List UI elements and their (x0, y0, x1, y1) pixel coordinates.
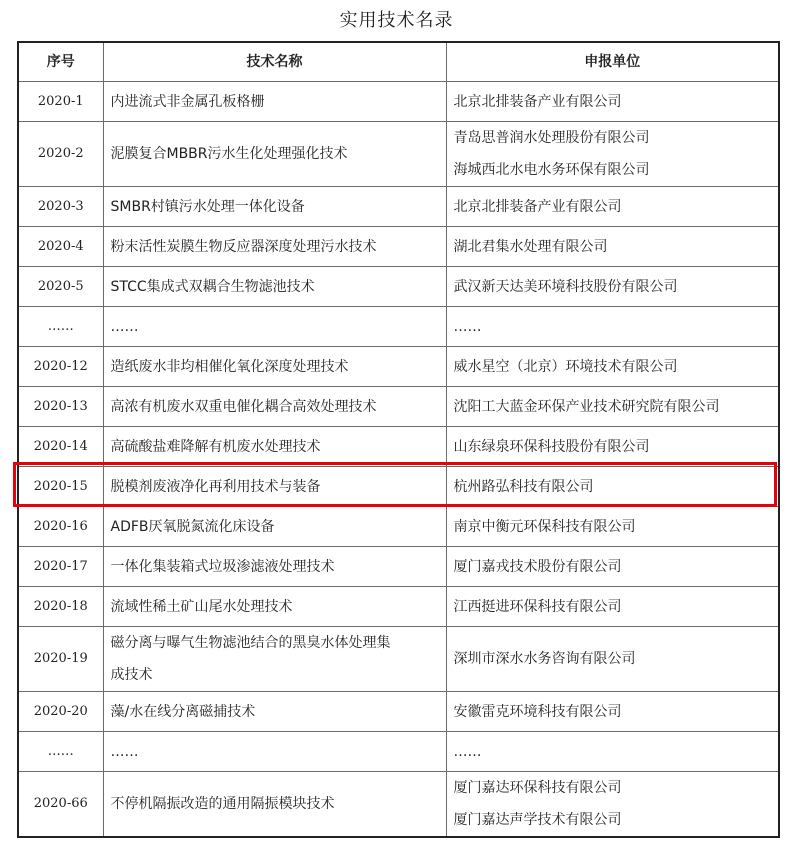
table-row (18, 587, 779, 627)
document-title: 实用技术名录 (339, 10, 454, 31)
cell-number: 2020-13 (18, 387, 103, 427)
cell-applicant (446, 587, 779, 627)
header-applicant: 申报单位 (446, 42, 779, 82)
cell-number: …… (18, 732, 103, 772)
table-row (18, 427, 779, 467)
cell-number: 2020-2 (18, 122, 103, 187)
cell-number: 2020-19 (18, 627, 103, 692)
cell-applicant-line: 武汉新天达美环境科技股份有限公司 (453, 278, 678, 295)
cell-applicant-line: 北京北排装备产业有限公司 (453, 198, 622, 215)
cell-applicant (446, 307, 779, 347)
table-row (18, 732, 779, 772)
cell-technology-name (103, 187, 446, 227)
cell-applicant-line: 北京北排装备产业有限公司 (453, 93, 622, 110)
cell-technology-name (103, 82, 446, 122)
cell-technology-name (103, 467, 446, 507)
cell-applicant (446, 227, 779, 267)
table-row (18, 122, 779, 187)
cell-technology-name (103, 587, 446, 627)
cell-applicant-line: 深圳市深水水务咨询有限公司 (453, 651, 636, 667)
table-row (18, 187, 779, 227)
table-row (18, 547, 779, 587)
cell-applicant-line: 湖北君集水处理有限公司 (453, 238, 608, 255)
cell-number: 2020-3 (18, 187, 103, 227)
cell-technology-name (103, 227, 446, 267)
cell-number: 2020-20 (18, 692, 103, 732)
cell-applicant-line: 江西挺进环保科技有限公司 (453, 598, 622, 615)
cell-applicant (446, 267, 779, 307)
cell-technology-name-line: 脱模剂废液净化再利用技术与装备 (110, 478, 321, 495)
cell-technology-name (103, 347, 446, 387)
cell-technology-name (103, 507, 446, 547)
cell-technology-name (103, 307, 446, 347)
cell-number: 2020-4 (18, 227, 103, 267)
cell-technology-name-line: 藻/水在线分离磁捕技术 (110, 703, 256, 720)
cell-applicant (446, 772, 779, 838)
cell-technology-name (103, 427, 446, 467)
cell-technology-name-line: 高硫酸盐难降解有机废水处理技术 (110, 438, 321, 455)
cell-applicant-line: 威水星空（北京）环境技术有限公司 (453, 358, 678, 375)
cell-number: 2020-18 (18, 587, 103, 627)
cell-applicant (446, 507, 779, 547)
cell-applicant (446, 82, 779, 122)
cell-applicant-line: 南京中衡元环保科技有限公司 (453, 518, 636, 535)
cell-technology-name (103, 772, 446, 838)
cell-applicant (446, 347, 779, 387)
cell-applicant (446, 547, 779, 587)
cell-technology-name-line: 流域性稀土矿山尾水处理技术 (110, 598, 293, 615)
cell-technology-name-line: SMBR村镇污水处理一体化设备 (110, 198, 305, 215)
cell-applicant (446, 387, 779, 427)
cell-number: 2020-17 (18, 547, 103, 587)
cell-technology-name-line: 不停机隔振改造的通用隔振模块技术 (110, 796, 335, 812)
cell-technology-name-line: 泥膜复合MBBR污水生化处理强化技术 (110, 146, 348, 162)
cell-applicant (446, 187, 779, 227)
cell-applicant (446, 467, 779, 507)
table-header-row (18, 42, 779, 82)
table-row (18, 227, 779, 267)
cell-applicant-line: 海城西北水电水务环保有限公司 (453, 162, 650, 178)
cell-number: 2020-16 (18, 507, 103, 547)
cell-technology-name (103, 732, 446, 772)
cell-technology-name (103, 627, 446, 692)
cell-technology-name-line: 成技术 (110, 667, 153, 683)
cell-technology-name-line: 高浓有机废水双重电催化耦合高效处理技术 (110, 398, 377, 415)
table-row (18, 467, 779, 507)
cell-technology-name-line: …… (110, 318, 139, 335)
cell-applicant-line: 杭州路弘科技有限公司 (453, 478, 594, 495)
table-row (18, 267, 779, 307)
cell-technology-name-line: 造纸废水非均相催化氧化深度处理技术 (110, 358, 349, 375)
cell-technology-name-line: 粉末活性炭膜生物反应器深度处理污水技术 (110, 238, 377, 255)
cell-technology-name-line: STCC集成式双耦合生物滤池技术 (110, 278, 315, 295)
table-row (18, 627, 779, 692)
cell-number: 2020-1 (18, 82, 103, 122)
cell-applicant (446, 627, 779, 692)
cell-technology-name (103, 267, 446, 307)
cell-technology-name (103, 692, 446, 732)
cell-applicant-line: 厦门嘉达环保科技有限公司 (453, 780, 622, 796)
cell-applicant-line: 安徽雷克环境科技有限公司 (453, 703, 622, 720)
cell-technology-name (103, 122, 446, 187)
header-technology-name: 技术名称 (103, 42, 446, 82)
cell-applicant-line: …… (453, 318, 482, 335)
cell-applicant-line: 青岛思普润水处理股份有限公司 (453, 130, 650, 146)
cell-number: 2020-12 (18, 347, 103, 387)
table-row (18, 307, 779, 347)
cell-applicant-line: 厦门嘉戎技术股份有限公司 (453, 558, 622, 575)
table-row (18, 387, 779, 427)
cell-number: 2020-15 (18, 467, 103, 507)
table-row (18, 772, 779, 838)
table-row (18, 507, 779, 547)
cell-number: 2020-5 (18, 267, 103, 307)
cell-applicant (446, 427, 779, 467)
cell-technology-name-line: 内进流式非金属孔板格栅 (110, 93, 265, 110)
cell-applicant-line: 沈阳工大蓝金环保产业技术研究院有限公司 (453, 398, 720, 415)
cell-technology-name-line: …… (110, 743, 139, 760)
table-row (18, 347, 779, 387)
cell-number: 2020-66 (18, 772, 103, 838)
table-row (18, 82, 779, 122)
header-number: 序号 (18, 42, 103, 82)
cell-number: 2020-14 (18, 427, 103, 467)
cell-technology-name-line: ADFB厌氧脱氮流化床设备 (110, 518, 275, 535)
cell-technology-name (103, 387, 446, 427)
technology-list-table (17, 41, 780, 838)
cell-applicant-line: 山东绿泉环保科技股份有限公司 (453, 438, 650, 455)
table-row (18, 692, 779, 732)
cell-applicant-line: …… (453, 743, 482, 760)
cell-applicant (446, 122, 779, 187)
cell-applicant (446, 692, 779, 732)
cell-number: …… (18, 307, 103, 347)
cell-technology-name-line: 一体化集装箱式垃圾渗滤液处理技术 (110, 558, 335, 575)
cell-technology-name-line: 磁分离与曝气生物滤池结合的黑臭水体处理集 (110, 635, 391, 651)
cell-applicant (446, 732, 779, 772)
cell-technology-name (103, 547, 446, 587)
cell-applicant-line: 厦门嘉达声学技术有限公司 (453, 812, 622, 828)
